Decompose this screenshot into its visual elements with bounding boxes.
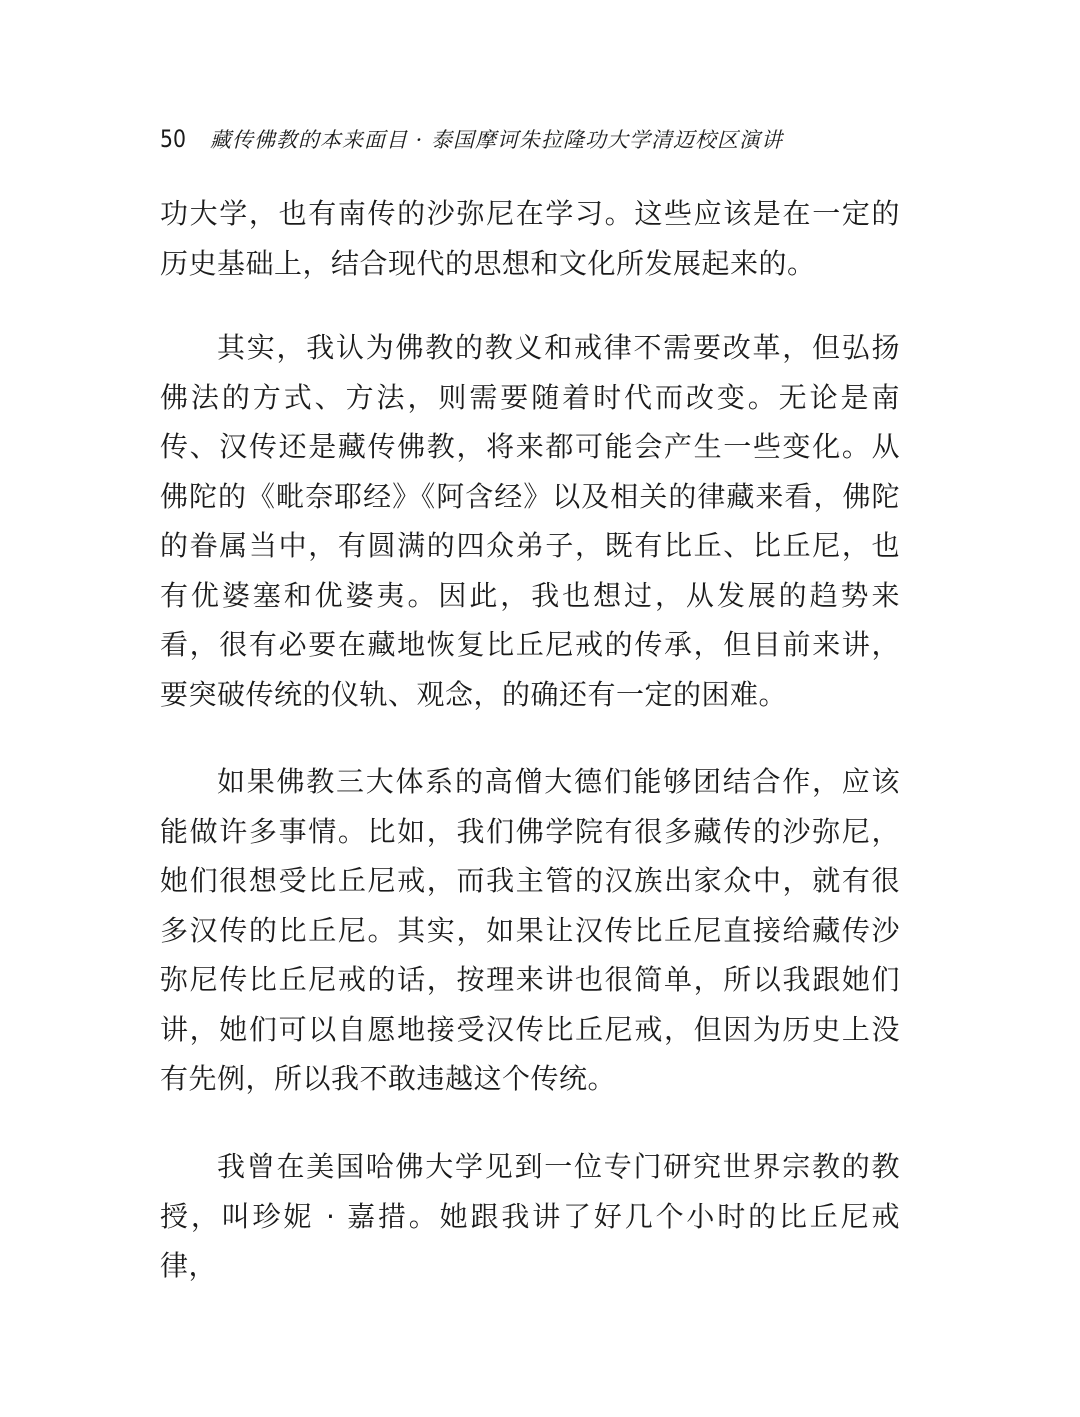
paragraph-reform-views: 其实，我认为佛教的教义和戒律不需要改革，但弘扬佛法的方式、方法，则需要随着时代而改变。无论是南传、汉传还是藏传佛教，将来都可能会产生一些变化。从佛陀的《毗奈耶经》《阿含经》以及相关的律藏来看，佛陀的眷属当中，有圆满的四众弟子，既有比丘、比丘尼，也有优婆塞和优婆夷。因此，我也想过，从发展的趋势来看，很有必要在藏地恢复比丘尼戒的传承，但目前来讲，要突破传统的仪轨、观念，的确还有一定的困难。 <box>160 331 900 711</box>
paragraph-continued: 功大学，也有南传的沙弥尼在学习。这些应该是在一定的历史基础上，结合现代的思想和文化所发展起来的。 <box>160 197 900 280</box>
page-number: 50 <box>160 125 186 153</box>
paragraph-cooperation: 如果佛教三大体系的高僧大德们能够团结合作，应该能做许多事情。比如，我们佛学院有很多藏传的沙弥尼，她们很想受比丘尼戒，而我主管的汉族出家众中，就有很多汉传的比丘尼。其实，如果让汉传比丘尼直接给藏传沙弥尼传比丘尼戒的话，按理来讲也很简单，所以我跟她们讲，她们可以自愿地接受汉传比丘尼戒，但因为历史上没有先例，所以我不敢违越这个传统。 <box>160 765 900 1095</box>
running-header <box>160 124 920 158</box>
book-title: 藏传佛教的本来面目 · 泰国摩诃朱拉隆功大学清迈校区演讲 <box>210 128 784 152</box>
paragraph-harvard-professor: 我曾在美国哈佛大学见到一位专门研究世界宗教的教授，叫珍妮 · 嘉措。她跟我讲了好几个小时的比丘尼戒律， <box>160 1150 900 1282</box>
